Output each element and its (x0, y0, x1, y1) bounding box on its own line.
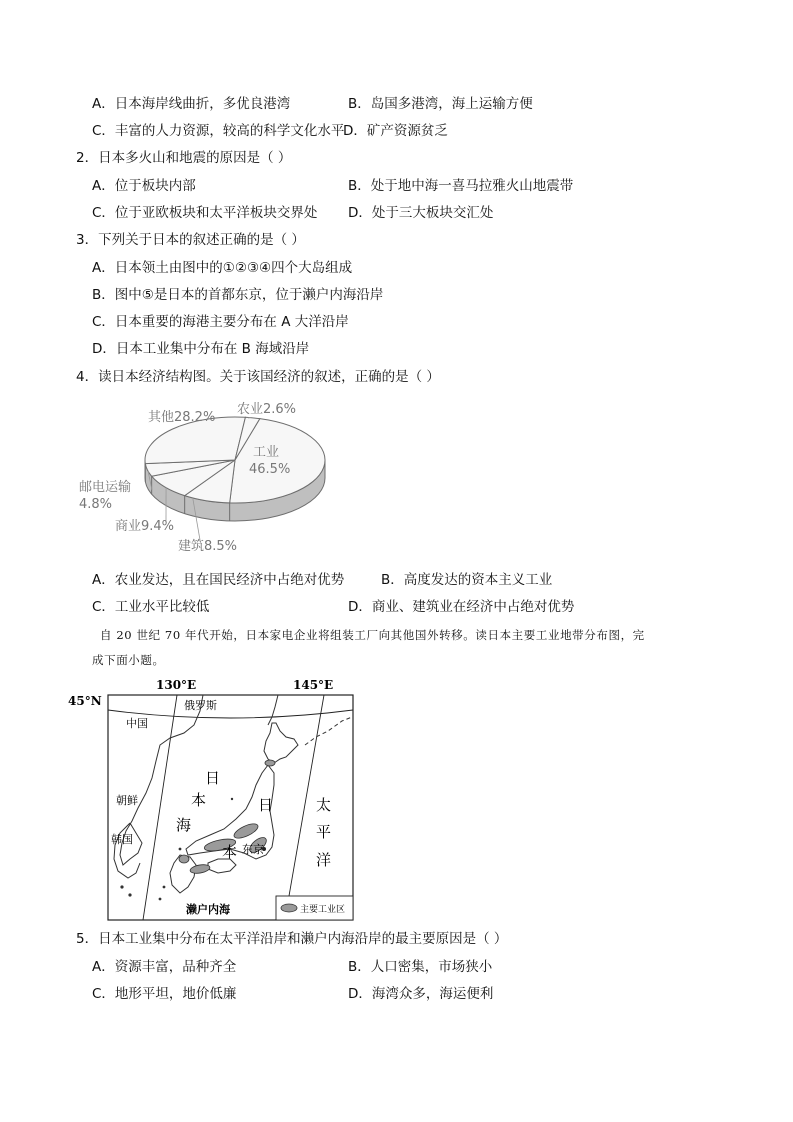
japan-char-2: 本 (222, 843, 238, 861)
pacific-char-3: 洋 (316, 851, 332, 869)
industrial-zone (265, 760, 275, 766)
lat-45-label: 45°N (68, 694, 102, 708)
sea-of-japan-char-2: 本 (191, 791, 207, 809)
lon-145-label: 145°E (293, 678, 334, 692)
small-island (179, 848, 182, 851)
pacific-char-2: 平 (316, 823, 332, 841)
south-korea-label: 韩国 (111, 833, 133, 846)
q4-option-d: D．商业、建筑业在经济中占绝对优势 (348, 599, 575, 615)
q3-option-a: A．日本领土由图中的①②③④四个大岛组成 (92, 260, 353, 276)
q4-option-c: C．工业水平比较低 (92, 599, 210, 615)
small-island (231, 798, 233, 800)
small-island (163, 886, 166, 889)
q5-option-a: A．资源丰富，品种齐全 (92, 959, 237, 975)
q1-option-b: B．岛国多港湾，海上运输方便 (348, 96, 533, 112)
label-post-name: 邮电运输 (79, 480, 132, 495)
q4-option-a: A．农业发达，且在国民经济中占绝对优势 (92, 572, 345, 588)
q3-option-b: B．图中⑤是日本的首都东京，位于濑户内海沿岸 (92, 287, 384, 303)
label-other: 其他28.2% (148, 410, 216, 425)
q5-stem: 5．日本工业集中分布在太平洋沿岸和濑户内海沿岸的最主要原因是（ ） (76, 931, 508, 947)
pacific-char-1: 太 (316, 796, 332, 814)
q1-option-a: A．日本海岸线曲折，多优良港湾 (92, 96, 291, 112)
q2-option-d: D．处于三大板块交汇处 (348, 205, 494, 221)
q5-option-d: D．海湾众多，海运便利 (348, 986, 494, 1002)
q3-option-d: D．日本工业集中分布在 B 海域沿岸 (92, 341, 310, 357)
north-korea-label: 朝鲜 (116, 794, 138, 807)
q4-option-b: B．高度发达的资本主义工业 (381, 572, 553, 588)
industrial-zone (179, 855, 189, 863)
q4-stem: 4．读日本经济结构图。关于该国经济的叙述，正确的是（ ） (76, 369, 440, 385)
japan-char-1: 日 (258, 796, 274, 814)
label-industry-pct: 46.5% (249, 462, 291, 477)
q3-option-c: C．日本重要的海港主要分布在 A 大洋沿岸 (92, 314, 349, 330)
legend-swatch (281, 904, 297, 912)
small-island (128, 893, 131, 896)
intro-line-1: 自 20 世纪 70 年代开始，日本家电企业将组装工厂向其他国外转移。读日本主要工业地带分布图，完 (100, 628, 645, 642)
legend-label: 主要工业区 (300, 905, 346, 915)
label-commerce: 商业9.4% (115, 519, 175, 534)
lon-130-label: 130°E (156, 678, 197, 692)
q1-option-c: C．丰富的人力资源，较高的科学文化水平 (92, 123, 345, 139)
seto-inland-sea-label: 濑户内海 (186, 903, 230, 916)
q5-option-b: B．人口密集，市场狭小 (348, 959, 493, 975)
label-construction: 建筑8.5% (178, 539, 238, 554)
q2-option-b: B．处于地中海一喜马拉雅火山地震带 (348, 178, 574, 194)
japan-industry-map (60, 673, 360, 923)
economy-pie-chart (70, 394, 340, 560)
q2-option-c: C．位于亚欧板块和太平洋板块交界处 (92, 205, 318, 221)
small-island (159, 898, 162, 901)
q2-stem: 2．日本多火山和地震的原因是（ ） (76, 150, 292, 166)
intro-line-2: 成下面小题。 (92, 653, 165, 667)
china-label: 中国 (126, 717, 148, 730)
sea-of-japan-char-1: 日 (205, 769, 221, 787)
q3-stem: 3．下列关于日本的叙述正确的是（ ） (76, 232, 305, 248)
russia-label: 俄罗斯 (184, 699, 217, 712)
label-post-pct: 4.8% (79, 497, 113, 512)
label-industry-name: 工业 (253, 445, 280, 460)
sea-of-japan-char-3: 海 (176, 816, 192, 834)
q1-option-d: D．矿产资源贫乏 (343, 123, 448, 139)
q2-option-a: A．位于板块内部 (92, 178, 196, 194)
label-agriculture: 农业2.6% (237, 402, 297, 417)
small-island (120, 885, 123, 888)
q5-option-c: C．地形平坦，地价低廉 (92, 986, 237, 1002)
tokyo-label: 东京 (242, 843, 264, 856)
